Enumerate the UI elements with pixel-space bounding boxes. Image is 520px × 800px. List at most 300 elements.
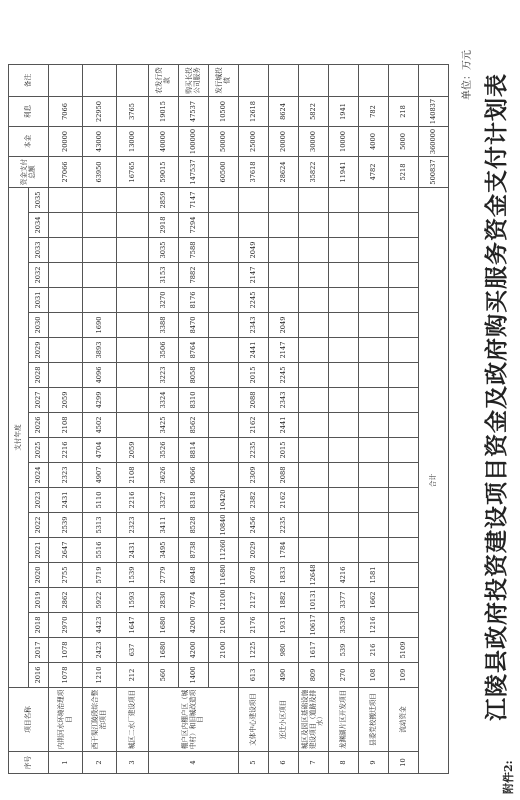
header-year: 2026 <box>29 413 49 438</box>
row-note <box>83 65 117 97</box>
year-value: 2059 <box>117 438 149 463</box>
year-value <box>359 238 389 263</box>
year-value: 2235 <box>239 438 269 463</box>
year-value <box>269 188 299 213</box>
year-value: 637 <box>117 638 149 663</box>
year-value <box>299 438 329 463</box>
year-value: 1078 <box>49 663 83 688</box>
row-name: 西干渠江陵段综合整治项目 <box>83 688 117 752</box>
year-value: 2423 <box>83 638 117 663</box>
year-value: 4200 <box>179 613 209 638</box>
year-value: 2382 <box>239 488 269 513</box>
year-value <box>299 338 329 363</box>
year-value: 2049 <box>239 238 269 263</box>
total-label: 合计 <box>419 188 449 774</box>
row-interest: 47537 <box>179 97 209 127</box>
year-value: 2431 <box>117 538 149 563</box>
year-value: 2088 <box>239 388 269 413</box>
year-value: 4299 <box>83 388 117 413</box>
year-value <box>49 188 83 213</box>
year-value <box>209 213 239 238</box>
row-total: 5218 <box>389 157 419 188</box>
year-value <box>329 213 359 238</box>
year-value: 1216 <box>359 613 389 638</box>
year-value: 2830 <box>149 588 179 613</box>
year-value <box>359 263 389 288</box>
page-title: 江陵县政府投资建设项目资金及政府购买服务资金支付计划表 <box>483 73 510 721</box>
row-name: 文体中心建设项目 <box>239 688 269 752</box>
year-value <box>117 263 149 288</box>
year-value: 1539 <box>117 563 149 588</box>
year-value: 2108 <box>117 463 149 488</box>
table-row <box>149 65 179 774</box>
year-value <box>329 413 359 438</box>
year-value <box>299 363 329 388</box>
year-value: 8318 <box>179 488 209 513</box>
header-year: 2024 <box>29 463 49 488</box>
row-note <box>389 65 419 97</box>
row-seq: 10 <box>389 752 419 774</box>
year-value <box>117 213 149 238</box>
year-value <box>83 213 117 238</box>
year-value <box>83 188 117 213</box>
year-value <box>389 588 419 613</box>
year-value <box>389 513 419 538</box>
year-value: 4200 <box>179 638 209 663</box>
header-year: 2028 <box>29 363 49 388</box>
year-value: 4216 <box>329 563 359 588</box>
year-value <box>209 663 239 688</box>
year-value <box>209 438 239 463</box>
row-total: 35822 <box>299 157 329 188</box>
year-value <box>299 538 329 563</box>
table-row <box>389 65 419 774</box>
total-row <box>419 65 449 774</box>
row-principal: 20000 <box>49 127 83 157</box>
year-value: 4502 <box>83 413 117 438</box>
year-value: 108 <box>359 663 389 688</box>
year-value: 270 <box>329 663 359 688</box>
year-value: 2245 <box>239 288 269 313</box>
row-interest: 22950 <box>83 97 117 127</box>
row-seq: 3 <box>117 752 149 774</box>
table-row <box>179 65 209 774</box>
row-name: 内荆河水环境治理项目 <box>49 688 83 752</box>
year-value: 2918 <box>149 213 179 238</box>
header-seq: 序号 <box>9 752 49 774</box>
year-value: 2127 <box>239 588 269 613</box>
year-value <box>299 263 329 288</box>
year-value: 3506 <box>149 338 179 363</box>
year-value: 2176 <box>239 613 269 638</box>
row-note <box>299 65 329 97</box>
header-year: 2021 <box>29 538 49 563</box>
year-value <box>329 313 359 338</box>
year-value <box>269 238 299 263</box>
header-year: 2035 <box>29 188 49 213</box>
header-year: 2019 <box>29 588 49 613</box>
year-value: 1617 <box>299 638 329 663</box>
year-value <box>239 188 269 213</box>
year-value <box>49 263 83 288</box>
year-value <box>389 188 419 213</box>
year-value: 2162 <box>239 413 269 438</box>
year-value <box>117 313 149 338</box>
row-interest: 12618 <box>239 97 269 127</box>
year-value <box>299 288 329 313</box>
year-value: 809 <box>299 663 329 688</box>
row-total: 11941 <box>329 157 359 188</box>
total-total: 500837 <box>419 157 449 188</box>
year-value: 1690 <box>83 313 117 338</box>
year-value: 490 <box>269 663 299 688</box>
row-seq: 4 <box>149 752 239 774</box>
year-value <box>389 438 419 463</box>
year-value: 3327 <box>149 488 179 513</box>
year-value <box>389 338 419 363</box>
year-value <box>83 263 117 288</box>
year-value: 2245 <box>269 363 299 388</box>
year-value: 2431 <box>49 488 83 513</box>
year-value: 8562 <box>179 413 209 438</box>
year-value: 1680 <box>149 613 179 638</box>
year-value: 2323 <box>49 463 83 488</box>
year-value: 3626 <box>149 463 179 488</box>
table-row <box>299 65 329 774</box>
year-value <box>209 313 239 338</box>
year-value <box>359 288 389 313</box>
year-value <box>329 513 359 538</box>
year-value: 7882 <box>179 263 209 288</box>
year-value: 2015 <box>239 363 269 388</box>
row-total: 63950 <box>83 157 117 188</box>
row-interest: 8624 <box>269 97 299 127</box>
year-value <box>49 313 83 338</box>
year-value: 3153 <box>149 263 179 288</box>
year-value <box>117 238 149 263</box>
row-principal: 20000 <box>269 127 299 157</box>
year-value: 3223 <box>149 363 179 388</box>
year-value: 2059 <box>49 388 83 413</box>
year-value <box>329 188 359 213</box>
total-note <box>419 65 449 97</box>
year-value <box>209 263 239 288</box>
year-value: 1784 <box>269 538 299 563</box>
row-note <box>49 65 83 97</box>
header-interest: 利息 <box>9 97 49 127</box>
year-value: 1662 <box>359 588 389 613</box>
year-value <box>299 463 329 488</box>
row-interest: 218 <box>389 97 419 127</box>
year-value: 2015 <box>269 438 299 463</box>
year-value: 1225 <box>239 638 269 663</box>
year-value <box>389 563 419 588</box>
year-value: 7147 <box>179 188 209 213</box>
year-value <box>49 238 83 263</box>
row-note <box>329 65 359 97</box>
year-value <box>49 338 83 363</box>
year-value <box>209 238 239 263</box>
row-name: 城区及园区基础设施建设项目（道路及排水） <box>299 688 329 752</box>
year-value: 2216 <box>117 488 149 513</box>
year-value: 8470 <box>179 313 209 338</box>
header-year: 2023 <box>29 488 49 513</box>
year-value <box>389 263 419 288</box>
year-value: 11260 <box>209 538 239 563</box>
year-value <box>49 363 83 388</box>
table-row <box>117 65 149 774</box>
row-name: 还迁小区项目 <box>269 688 299 752</box>
year-value <box>299 388 329 413</box>
year-value <box>359 363 389 388</box>
year-value: 613 <box>239 663 269 688</box>
year-value: 539 <box>329 638 359 663</box>
payment-plan-table <box>8 64 449 774</box>
year-value: 2456 <box>239 513 269 538</box>
row-name: 龙渊湖片区开发项目 <box>329 688 359 752</box>
year-value <box>389 538 419 563</box>
year-value <box>299 188 329 213</box>
year-value <box>389 413 419 438</box>
row-name: 县委党校搬迁项目 <box>359 688 389 752</box>
year-value: 2100 <box>209 613 239 638</box>
year-value: 3411 <box>149 513 179 538</box>
year-value <box>389 288 419 313</box>
row-total: 4782 <box>359 157 389 188</box>
header-year: 2018 <box>29 613 49 638</box>
year-value: 2049 <box>269 313 299 338</box>
year-value: 2779 <box>149 563 179 588</box>
year-value: 5109 <box>389 638 419 663</box>
row-seq: 8 <box>329 752 359 774</box>
table-row <box>269 65 299 774</box>
header-year: 2020 <box>29 563 49 588</box>
year-value: 2108 <box>49 413 83 438</box>
year-value: 1680 <box>149 638 179 663</box>
year-value: 2859 <box>149 188 179 213</box>
year-value: 980 <box>269 638 299 663</box>
row-total: 147537 <box>179 157 209 188</box>
header-principal: 本金 <box>9 127 49 157</box>
row-principal: 50000 <box>209 127 239 157</box>
year-value <box>389 463 419 488</box>
year-value <box>209 363 239 388</box>
year-value: 1593 <box>117 588 149 613</box>
header-year: 2034 <box>29 213 49 238</box>
header-year: 2030 <box>29 313 49 338</box>
year-value <box>329 488 359 513</box>
row-interest: 19015 <box>149 97 179 127</box>
year-value <box>209 388 239 413</box>
year-value <box>329 263 359 288</box>
year-value <box>83 238 117 263</box>
header-name: 项目名称 <box>9 688 49 752</box>
year-value: 2078 <box>239 563 269 588</box>
row-seq: 1 <box>49 752 83 774</box>
year-value: 1400 <box>179 663 209 688</box>
year-value <box>299 213 329 238</box>
year-value <box>269 213 299 238</box>
year-value: 2216 <box>49 438 83 463</box>
year-value: 6948 <box>179 563 209 588</box>
year-value <box>117 388 149 413</box>
row-principal: 100000 <box>179 127 209 157</box>
year-value: 2309 <box>239 463 269 488</box>
row-seq: 2 <box>83 752 117 774</box>
year-value <box>389 313 419 338</box>
year-value: 2147 <box>269 338 299 363</box>
row-seq: 7 <box>299 752 329 774</box>
year-value: 1210 <box>83 663 117 688</box>
year-value: 5110 <box>83 488 117 513</box>
year-value <box>359 313 389 338</box>
row-principal: 5000 <box>389 127 419 157</box>
year-value <box>299 238 329 263</box>
year-value <box>389 488 419 513</box>
year-value: 1647 <box>117 613 149 638</box>
row-principal: 40000 <box>149 127 179 157</box>
year-value <box>117 188 149 213</box>
year-value <box>389 388 419 413</box>
row-note: 发行城投债 <box>209 65 239 97</box>
year-value: 216 <box>359 638 389 663</box>
year-value <box>49 213 83 238</box>
row-name: 棚户区内棚户区（城中村）和旧城改造项目 <box>149 688 239 752</box>
header-year: 2031 <box>29 288 49 313</box>
year-value: 5313 <box>83 513 117 538</box>
header-year: 2027 <box>29 388 49 413</box>
year-value: 3270 <box>149 288 179 313</box>
row-note <box>359 65 389 97</box>
year-value <box>49 288 83 313</box>
year-value: 5719 <box>83 563 117 588</box>
year-value: 560 <box>149 663 179 688</box>
row-interest: 3765 <box>117 97 149 127</box>
year-value: 212 <box>117 663 149 688</box>
year-value <box>359 463 389 488</box>
header-year: 2022 <box>29 513 49 538</box>
row-note <box>117 65 149 97</box>
header-year: 2017 <box>29 638 49 663</box>
year-value: 3893 <box>83 338 117 363</box>
row-note <box>269 65 299 97</box>
year-value: 8528 <box>179 513 209 538</box>
year-value: 9066 <box>179 463 209 488</box>
year-value <box>329 338 359 363</box>
total-interest: 140837 <box>419 97 449 127</box>
row-interest: 7066 <box>49 97 83 127</box>
year-value <box>209 288 239 313</box>
row-name: 流动资金 <box>389 688 419 752</box>
year-value: 2441 <box>269 413 299 438</box>
row-note: 购买长投公司服务 <box>179 65 209 97</box>
year-value: 8310 <box>179 388 209 413</box>
year-value: 2100 <box>209 638 239 663</box>
row-interest: 10500 <box>209 97 239 127</box>
year-value <box>359 213 389 238</box>
year-value <box>359 538 389 563</box>
year-value: 7294 <box>179 213 209 238</box>
year-value: 7074 <box>179 588 209 613</box>
year-value: 2539 <box>49 513 83 538</box>
year-value <box>117 288 149 313</box>
header-total: 资金支付总额 <box>9 157 49 188</box>
year-value: 3526 <box>149 438 179 463</box>
year-value: 3539 <box>329 613 359 638</box>
year-value <box>389 213 419 238</box>
row-seq: 6 <box>269 752 299 774</box>
year-value <box>299 513 329 538</box>
year-value <box>83 288 117 313</box>
year-value: 8814 <box>179 438 209 463</box>
year-value <box>359 388 389 413</box>
year-value: 5516 <box>83 538 117 563</box>
year-value: 2441 <box>239 338 269 363</box>
year-value <box>359 188 389 213</box>
year-value <box>359 438 389 463</box>
row-interest: 5822 <box>299 97 329 127</box>
year-value <box>117 338 149 363</box>
row-total: 37618 <box>239 157 269 188</box>
year-value <box>209 338 239 363</box>
row-principal: 43000 <box>83 127 117 157</box>
row-note: 农发行贷款 <box>149 65 179 97</box>
year-value: 2647 <box>49 538 83 563</box>
year-value: 8738 <box>179 538 209 563</box>
year-value <box>329 438 359 463</box>
year-value <box>359 513 389 538</box>
table-row <box>83 65 117 774</box>
year-value: 12100 <box>209 588 239 613</box>
year-value <box>269 263 299 288</box>
row-total: 16765 <box>117 157 149 188</box>
year-value: 7588 <box>179 238 209 263</box>
year-value: 2088 <box>269 463 299 488</box>
year-value: 10617 <box>299 613 329 638</box>
row-principal: 25000 <box>239 127 269 157</box>
year-value <box>329 388 359 413</box>
year-value: 4907 <box>83 463 117 488</box>
row-name: 城区二水厂建设项目 <box>117 688 149 752</box>
table-row <box>359 65 389 774</box>
table-row <box>209 65 239 774</box>
year-value: 2029 <box>239 538 269 563</box>
year-value: 3495 <box>149 538 179 563</box>
year-value <box>269 288 299 313</box>
year-value <box>209 188 239 213</box>
header-year: 2016 <box>29 663 49 688</box>
year-value: 1833 <box>269 563 299 588</box>
row-principal: 10000 <box>329 127 359 157</box>
table-row <box>329 65 359 774</box>
table-row <box>239 65 269 774</box>
annex-label: 附件2: <box>502 760 515 794</box>
year-value: 2755 <box>49 563 83 588</box>
year-value: 109 <box>389 663 419 688</box>
year-value: 1882 <box>269 588 299 613</box>
year-value: 2235 <box>269 513 299 538</box>
row-seq: 5 <box>239 752 269 774</box>
year-value <box>239 213 269 238</box>
header-year: 2033 <box>29 238 49 263</box>
year-value <box>117 363 149 388</box>
year-value: 2323 <box>117 513 149 538</box>
year-value <box>389 613 419 638</box>
header-note: 备注 <box>9 65 49 97</box>
year-value <box>329 463 359 488</box>
year-value <box>359 413 389 438</box>
year-value <box>329 363 359 388</box>
